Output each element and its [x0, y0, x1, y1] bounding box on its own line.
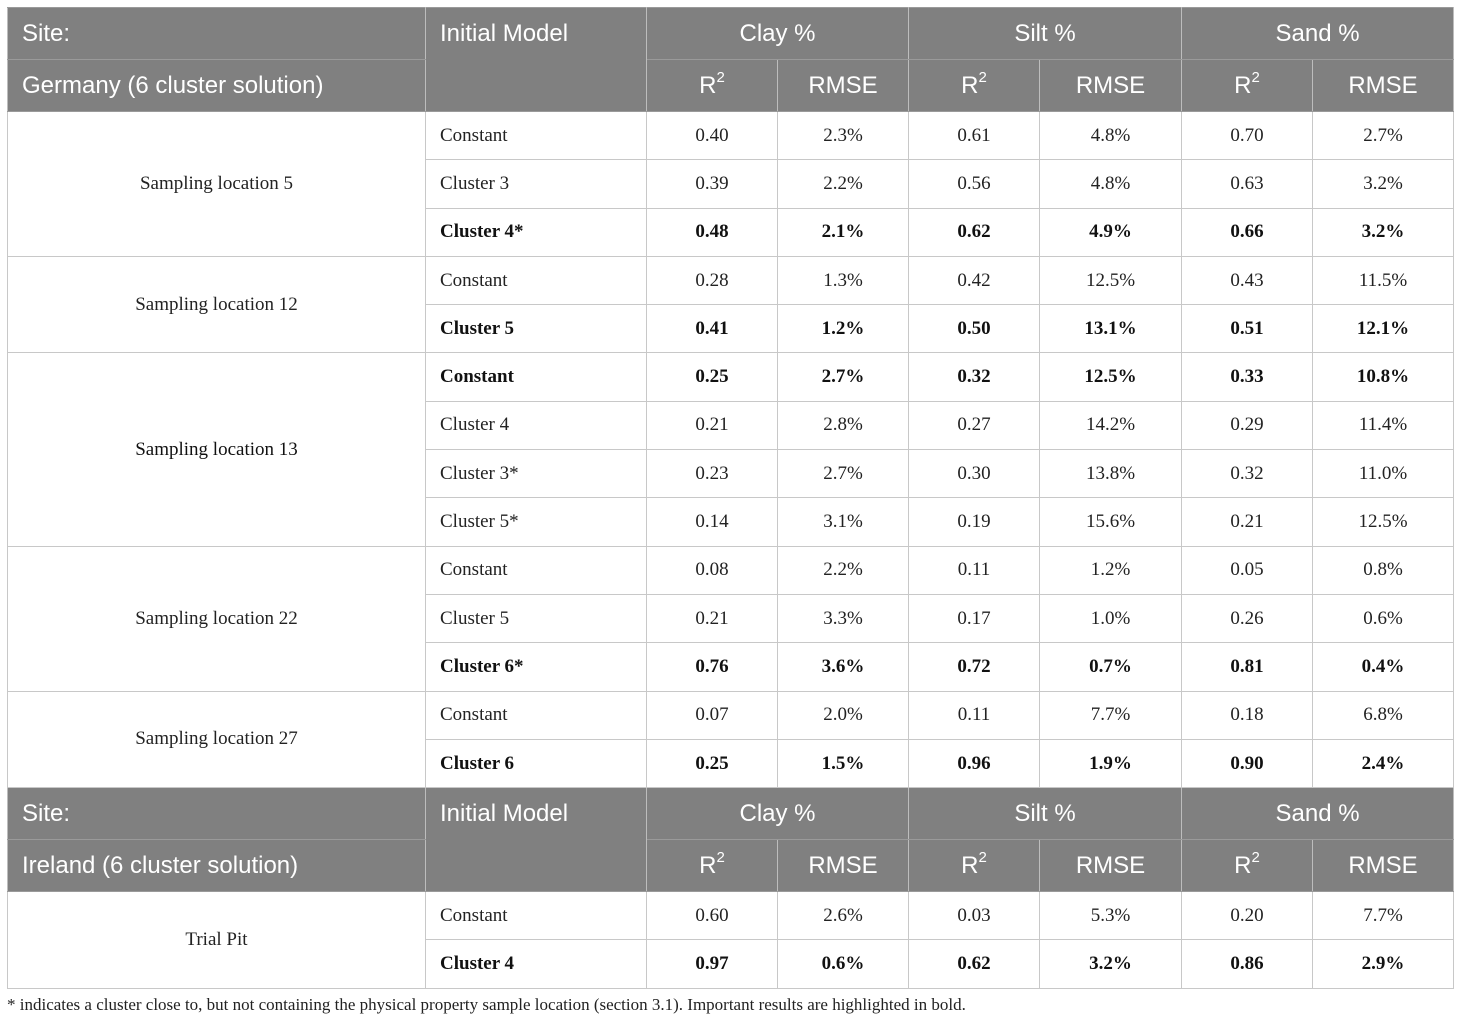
rmse-value: 3.6% — [778, 643, 909, 691]
rmse-value: 1.2% — [1040, 546, 1182, 594]
rmse-value: 7.7% — [1313, 892, 1454, 940]
model-cell: Constant — [426, 546, 647, 594]
r2-value: 0.76 — [647, 643, 778, 691]
rmse-value: 2.3% — [778, 112, 909, 160]
rmse-header: RMSE — [778, 60, 909, 112]
rmse-value: 11.0% — [1313, 450, 1454, 498]
table-row — [8, 353, 1454, 401]
rmse-value: 4.8% — [1040, 112, 1182, 160]
table-row — [8, 892, 1454, 940]
model-cell: Constant — [426, 353, 647, 401]
rmse-value: 15.6% — [1040, 498, 1182, 546]
sampling-location-cell: Sampling location 12 — [8, 256, 426, 353]
group-header: Sand % — [1182, 788, 1454, 840]
table-row — [8, 256, 1454, 304]
site-label: Site: — [8, 788, 426, 840]
site-name: Germany (6 cluster solution) — [8, 60, 426, 112]
model-cell: Cluster 4 — [426, 940, 647, 988]
initial-model-header: Initial Model — [426, 788, 647, 892]
rmse-value: 2.0% — [778, 691, 909, 739]
results-table — [7, 7, 1454, 989]
table-row — [8, 112, 1454, 160]
header-row-metrics — [8, 60, 1454, 112]
rmse-value: 3.2% — [1313, 160, 1454, 208]
r2-value: 0.62 — [909, 208, 1040, 256]
r2-header — [1182, 60, 1313, 112]
rmse-value: 2.2% — [778, 160, 909, 208]
rmse-value: 3.2% — [1313, 208, 1454, 256]
rmse-value: 1.3% — [778, 256, 909, 304]
initial-model-header: Initial Model — [426, 8, 647, 112]
model-cell: Cluster 4* — [426, 208, 647, 256]
r2-header — [1182, 840, 1313, 892]
rmse-value: 2.8% — [778, 401, 909, 449]
r2-value: 0.07 — [647, 691, 778, 739]
r2-header — [647, 60, 778, 112]
sampling-location-cell: Sampling location 5 — [8, 112, 426, 257]
header-row-groups — [8, 788, 1454, 840]
sampling-location-cell: Sampling location 13 — [8, 353, 426, 546]
rmse-value: 2.2% — [778, 546, 909, 594]
r2-value: 0.17 — [909, 594, 1040, 642]
r2-value: 0.39 — [647, 160, 778, 208]
rmse-value: 1.2% — [778, 305, 909, 353]
group-header: Silt % — [909, 788, 1182, 840]
table-row — [8, 691, 1454, 739]
r2-value: 0.03 — [909, 892, 1040, 940]
rmse-value: 0.8% — [1313, 546, 1454, 594]
r2-header — [909, 840, 1040, 892]
r2-value: 0.23 — [647, 450, 778, 498]
r2-value: 0.28 — [647, 256, 778, 304]
rmse-value: 3.2% — [1040, 940, 1182, 988]
table-row — [8, 546, 1454, 594]
model-cell: Cluster 5* — [426, 498, 647, 546]
rmse-value: 0.6% — [1313, 594, 1454, 642]
rmse-value: 6.8% — [1313, 691, 1454, 739]
rmse-value: 4.9% — [1040, 208, 1182, 256]
group-header: Clay % — [647, 788, 909, 840]
r2-value: 0.32 — [909, 353, 1040, 401]
rmse-value: 14.2% — [1040, 401, 1182, 449]
r2-value: 0.05 — [1182, 546, 1313, 594]
r2-superscript: 2 — [716, 69, 725, 86]
rmse-value: 1.5% — [778, 739, 909, 787]
header-row-metrics — [8, 840, 1454, 892]
r2-value: 0.81 — [1182, 643, 1313, 691]
model-cell: Constant — [426, 892, 647, 940]
model-cell: Cluster 6* — [426, 643, 647, 691]
r2-value: 0.27 — [909, 401, 1040, 449]
rmse-value: 13.8% — [1040, 450, 1182, 498]
model-cell: Constant — [426, 112, 647, 160]
r2-value: 0.29 — [1182, 401, 1313, 449]
rmse-value: 10.8% — [1313, 353, 1454, 401]
model-cell: Cluster 4 — [426, 401, 647, 449]
rmse-value: 2.9% — [1313, 940, 1454, 988]
group-header: Clay % — [647, 8, 909, 60]
table-footnote: * indicates a cluster close to, but not containing the physical property sample location (section 3.1). Important results are highlighted in bold. — [7, 995, 966, 1014]
group-header: Sand % — [1182, 8, 1454, 60]
r2-value: 0.18 — [1182, 691, 1313, 739]
r2-value: 0.56 — [909, 160, 1040, 208]
r2-value: 0.48 — [647, 208, 778, 256]
site-label: Site: — [8, 8, 426, 60]
rmse-value: 0.4% — [1313, 643, 1454, 691]
rmse-value: 2.6% — [778, 892, 909, 940]
model-cell: Cluster 5 — [426, 594, 647, 642]
r2-value: 0.21 — [1182, 498, 1313, 546]
rmse-value: 0.7% — [1040, 643, 1182, 691]
rmse-header: RMSE — [1040, 60, 1182, 112]
r2-value: 0.19 — [909, 498, 1040, 546]
r2-base: R — [961, 72, 979, 99]
r2-value: 0.72 — [909, 643, 1040, 691]
model-cell: Cluster 3 — [426, 160, 647, 208]
model-cell: Cluster 5 — [426, 305, 647, 353]
site-name: Ireland (6 cluster solution) — [8, 840, 426, 892]
rmse-value: 13.1% — [1040, 305, 1182, 353]
r2-header — [647, 840, 778, 892]
r2-value: 0.30 — [909, 450, 1040, 498]
r2-value: 0.14 — [647, 498, 778, 546]
results-table-container — [7, 7, 1453, 989]
r2-value: 0.86 — [1182, 940, 1313, 988]
group-header: Silt % — [909, 8, 1182, 60]
r2-value: 0.96 — [909, 739, 1040, 787]
r2-value: 0.62 — [909, 940, 1040, 988]
rmse-value: 4.8% — [1040, 160, 1182, 208]
rmse-header: RMSE — [1040, 840, 1182, 892]
model-cell: Constant — [426, 256, 647, 304]
rmse-header: RMSE — [1313, 840, 1454, 892]
r2-value: 0.25 — [647, 353, 778, 401]
r2-base: R — [699, 72, 717, 99]
rmse-value: 3.1% — [778, 498, 909, 546]
r2-value: 0.08 — [647, 546, 778, 594]
rmse-value: 11.5% — [1313, 256, 1454, 304]
r2-value: 0.70 — [1182, 112, 1313, 160]
r2-value: 0.11 — [909, 691, 1040, 739]
sampling-location-cell: Sampling location 22 — [8, 546, 426, 691]
r2-base: R — [961, 852, 979, 880]
rmse-value: 1.9% — [1040, 739, 1182, 787]
model-cell: Cluster 3* — [426, 450, 647, 498]
r2-value: 0.60 — [647, 892, 778, 940]
r2-value: 0.33 — [1182, 353, 1313, 401]
rmse-header: RMSE — [1313, 60, 1454, 112]
r2-base: R — [1234, 72, 1252, 99]
rmse-value: 2.7% — [778, 450, 909, 498]
r2-base: R — [1234, 852, 1252, 880]
rmse-value: 12.5% — [1313, 498, 1454, 546]
r2-value: 0.40 — [647, 112, 778, 160]
r2-superscript: 2 — [1251, 69, 1260, 86]
r2-base: R — [699, 852, 717, 880]
r2-header — [909, 60, 1040, 112]
r2-value: 0.90 — [1182, 739, 1313, 787]
r2-value: 0.21 — [647, 401, 778, 449]
r2-value: 0.42 — [909, 256, 1040, 304]
r2-value: 0.32 — [1182, 450, 1313, 498]
sampling-location-cell: Trial Pit — [8, 892, 426, 989]
rmse-value: 2.7% — [1313, 112, 1454, 160]
rmse-value: 12.1% — [1313, 305, 1454, 353]
r2-superscript: 2 — [978, 69, 987, 86]
rmse-value: 0.6% — [778, 940, 909, 988]
rmse-value: 1.0% — [1040, 594, 1182, 642]
r2-value: 0.97 — [647, 940, 778, 988]
rmse-value: 7.7% — [1040, 691, 1182, 739]
rmse-value: 12.5% — [1040, 256, 1182, 304]
header-row-groups — [8, 8, 1454, 60]
r2-value: 0.43 — [1182, 256, 1313, 304]
rmse-value: 2.1% — [778, 208, 909, 256]
r2-value: 0.61 — [909, 112, 1040, 160]
rmse-value: 2.4% — [1313, 739, 1454, 787]
r2-value: 0.51 — [1182, 305, 1313, 353]
sampling-location-cell: Sampling location 27 — [8, 691, 426, 788]
r2-value: 0.11 — [909, 546, 1040, 594]
r2-superscript: 2 — [978, 849, 987, 867]
r2-superscript: 2 — [716, 849, 725, 867]
rmse-value: 2.7% — [778, 353, 909, 401]
rmse-value: 11.4% — [1313, 401, 1454, 449]
model-cell: Constant — [426, 691, 647, 739]
r2-value: 0.26 — [1182, 594, 1313, 642]
r2-value: 0.63 — [1182, 160, 1313, 208]
r2-superscript: 2 — [1251, 849, 1260, 867]
r2-value: 0.66 — [1182, 208, 1313, 256]
rmse-value: 5.3% — [1040, 892, 1182, 940]
rmse-header: RMSE — [778, 840, 909, 892]
rmse-value: 12.5% — [1040, 353, 1182, 401]
r2-value: 0.25 — [647, 739, 778, 787]
r2-value: 0.21 — [647, 594, 778, 642]
r2-value: 0.41 — [647, 305, 778, 353]
r2-value: 0.20 — [1182, 892, 1313, 940]
model-cell: Cluster 6 — [426, 739, 647, 787]
rmse-value: 3.3% — [778, 594, 909, 642]
r2-value: 0.50 — [909, 305, 1040, 353]
